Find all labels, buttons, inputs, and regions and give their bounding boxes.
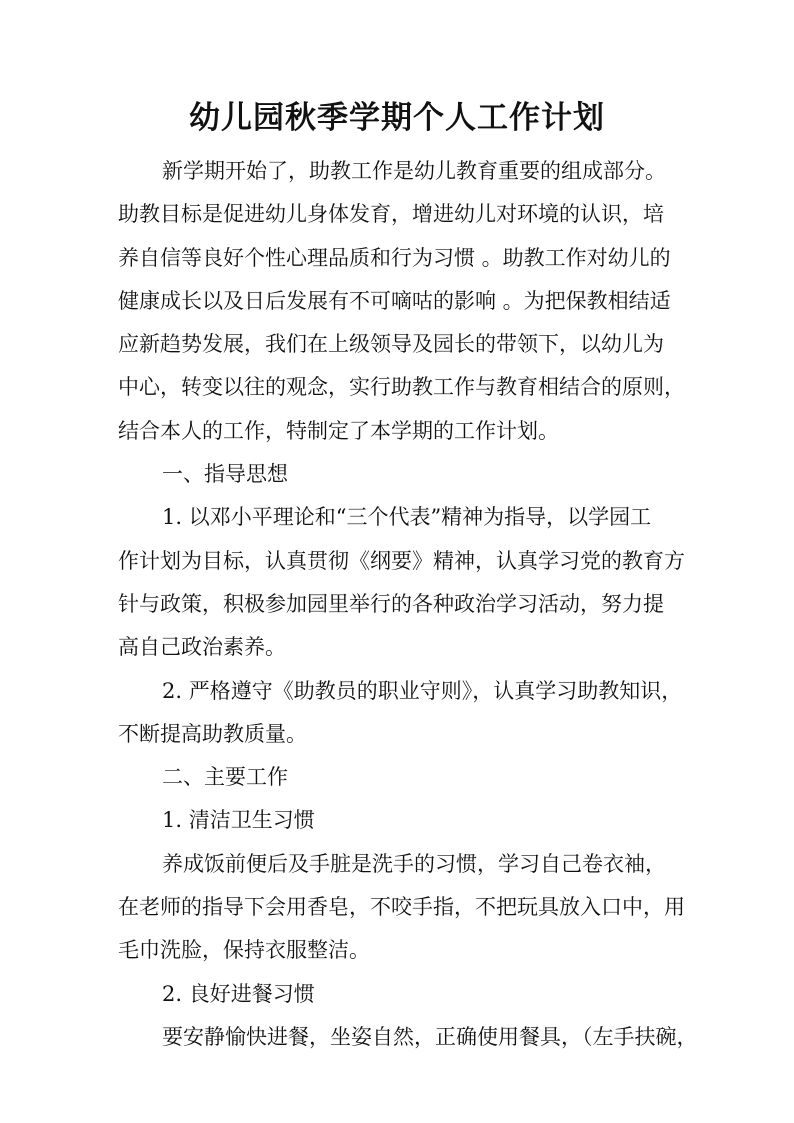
document-line: 1. 清洁卫生习惯 bbox=[162, 808, 315, 833]
document-line: 高自己政治素养。 bbox=[118, 635, 286, 660]
document-line: 应新趋势发展，我们在上级领导及园长的带领下，以幼儿为 bbox=[118, 332, 664, 357]
document-line: 助教目标是促进幼儿身体发育，增进幼儿对环境的认识，培 bbox=[118, 202, 664, 227]
document-line: 1. 以邓小平理论和“三个代表”精神为指导，以学园工 bbox=[162, 505, 652, 530]
document-line: 作计划为目标，认真贯彻《纲要》精神，认真学习党的教育方 bbox=[118, 548, 685, 573]
document-line: 2. 严格遵守《助教员的职业守则》，认真学习助教知识， bbox=[162, 678, 683, 703]
document-line: 新学期开始了，助教工作是幼儿教育重要的组成部分。 bbox=[162, 159, 666, 183]
document-line: 养成饭前便后及手脏是洗手的习惯，学习自己卷衣袖， bbox=[162, 851, 666, 876]
document-line: 健康成长以及日后发展有不可嘀咕的影响 。为把保教相结适 bbox=[118, 288, 671, 313]
document-line: 要安静愉快进餐，坐姿自然，正确使用餐具，（左手扶碗， bbox=[162, 1024, 698, 1049]
document-line: 毛巾洗脸，保持衣服整洁。 bbox=[118, 938, 370, 963]
document-line: 养自信等良好个性心理品质和行为习惯 。助教工作对幼儿的 bbox=[118, 245, 671, 270]
document-line: 结合本人的工作，特制定了本学期的工作计划。 bbox=[118, 418, 559, 443]
document-title: 幼儿园秋季学期个人工作计划 bbox=[189, 100, 605, 136]
document-line: 针与政策，积极参加园里举行的各种政治学习活动，努力提 bbox=[118, 591, 664, 616]
document-line: 中心，转变以往的观念，实行助教工作与教育相结合的原则， bbox=[118, 375, 685, 400]
document-line: 2. 良好进餐习惯 bbox=[162, 981, 315, 1006]
document-line: 不断提高助教质量。 bbox=[118, 721, 307, 746]
document-body bbox=[118, 150, 698, 1059]
document-line: 在老师的指导下会用香皂，不咬手指，不把玩具放入口中，用 bbox=[118, 895, 685, 920]
document-line: 一、指导思想 bbox=[162, 462, 288, 487]
document-line: 二、主要工作 bbox=[162, 765, 288, 790]
